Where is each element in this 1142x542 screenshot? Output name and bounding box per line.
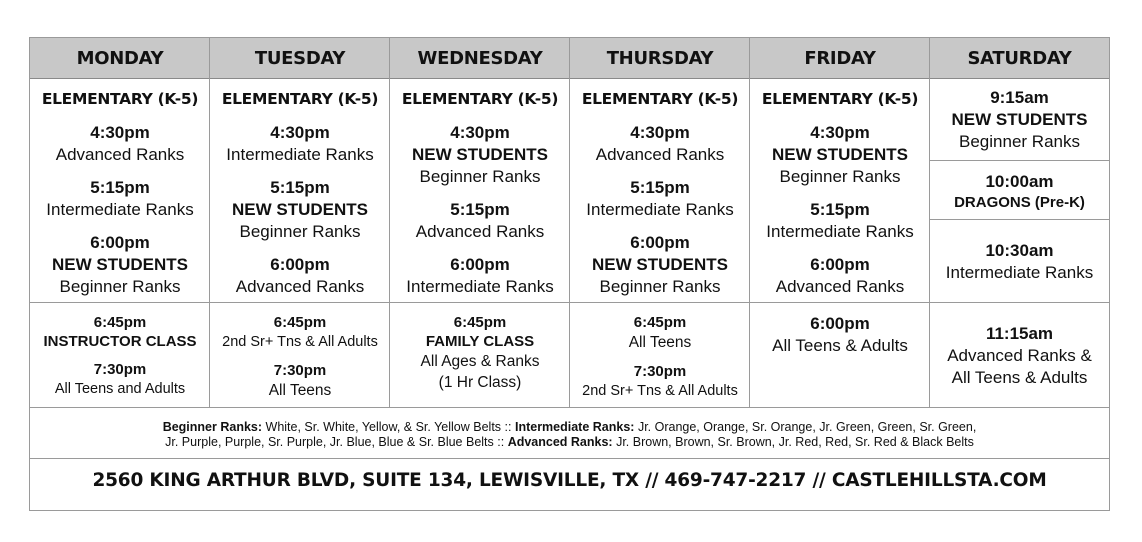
class-time: 6:00pm — [810, 314, 870, 333]
class-label: DRAGONS (Pre-K) — [954, 194, 1085, 211]
class-desc: 2nd Sr+ Tns & All Adults — [222, 334, 378, 350]
class-desc: All Teens — [268, 382, 332, 399]
class-time: 6:00pm — [90, 233, 150, 252]
class-desc: Advanced Ranks — [415, 222, 545, 241]
friday-evening-cell — [750, 303, 930, 407]
day-header-tuesday: TUESDAY — [254, 48, 346, 69]
class-desc: Beginner Ranks — [239, 222, 361, 241]
class-time: 4:30pm — [90, 123, 150, 142]
class-time: 10:30am — [985, 241, 1054, 260]
program-title: ELEMENTARY (K-5) — [221, 90, 379, 108]
saturday-cell-1030 — [930, 220, 1109, 302]
class-time: 4:30pm — [450, 123, 510, 142]
class-time: 6:45pm — [93, 314, 147, 331]
friday-main-cell — [750, 79, 930, 302]
day-header-wednesday: WEDNESDAY — [417, 48, 543, 69]
class-time: 6:45pm — [273, 314, 327, 331]
class-desc: Advanced Ranks — [775, 277, 905, 296]
class-note: (1 Hr Class) — [438, 374, 522, 391]
tuesday-evening-cell — [210, 303, 390, 407]
schedule-table — [29, 37, 1110, 511]
legend-advanced-label: Advanced Ranks: — [507, 435, 613, 449]
class-desc: Intermediate Ranks — [46, 200, 194, 219]
class-time: 6:00pm — [450, 255, 510, 274]
thursday-evening-cell — [570, 303, 750, 407]
class-desc: Intermediate Ranks — [945, 263, 1094, 282]
class-time: 6:00pm — [810, 255, 870, 274]
legend-intermediate-text: Jr. Orange, Orange, Sr. Orange, Jr. Green, Green, Sr. Green, — [637, 420, 977, 434]
class-desc: Advanced Ranks — [235, 277, 365, 296]
class-time: 5:15pm — [450, 200, 510, 219]
class-desc: Beginner Ranks — [779, 167, 901, 186]
class-time: 9:15am — [990, 88, 1049, 107]
class-label: NEW STUDENTS — [232, 200, 368, 219]
class-desc: Intermediate Ranks — [766, 222, 914, 241]
day-header-thursday: THURSDAY — [606, 48, 714, 69]
class-time: 6:00pm — [270, 255, 330, 274]
program-title: ELEMENTARY (K-5) — [401, 90, 559, 108]
class-label: NEW STUDENTS — [592, 255, 728, 274]
legend-beginner-label: Beginner Ranks: — [162, 420, 263, 434]
class-desc: Advanced Ranks & — [947, 346, 1092, 365]
class-time: 11:15am — [985, 324, 1054, 343]
legend-intermediate-label: Intermediate Ranks: — [514, 420, 635, 434]
saturday-cell-1000 — [930, 161, 1109, 219]
class-desc: All Teens & Adults — [951, 368, 1088, 387]
legend-line-2 — [30, 435, 1109, 450]
legend-advanced-text: Jr. Brown, Brown, Sr. Brown, Jr. Red, Red, Sr. Red & Black Belts — [616, 435, 974, 449]
class-time: 10:00am — [985, 172, 1054, 191]
class-desc: Advanced Ranks — [595, 145, 725, 164]
class-desc: Beginner Ranks — [959, 132, 1080, 151]
class-desc: All Ages & Ranks — [420, 353, 540, 370]
class-desc: Intermediate Ranks — [406, 277, 554, 296]
class-time: 7:30pm — [273, 362, 327, 379]
wednesday-main-cell — [390, 79, 570, 302]
saturday-cell-915 — [930, 79, 1109, 160]
day-header-saturday: SATURDAY — [967, 48, 1072, 69]
class-desc: Beginner Ranks — [419, 167, 541, 186]
saturday-cell-1115 — [930, 303, 1109, 407]
class-label: NEW STUDENTS — [951, 110, 1088, 129]
class-desc: All Teens — [628, 334, 692, 351]
day-header-friday: FRIDAY — [804, 48, 876, 69]
program-title: ELEMENTARY (K-5) — [41, 90, 199, 108]
class-time: 6:00pm — [630, 233, 690, 252]
legend-line-1 — [30, 420, 1109, 435]
tuesday-main-cell — [210, 79, 390, 302]
class-time: 6:45pm — [453, 314, 507, 331]
class-desc: All Teens and Adults — [54, 381, 186, 397]
class-time: 4:30pm — [630, 123, 690, 142]
thursday-main-cell — [570, 79, 750, 302]
class-label: INSTRUCTOR CLASS — [43, 333, 197, 350]
class-time: 7:30pm — [93, 361, 147, 378]
class-desc: Beginner Ranks — [59, 277, 181, 296]
class-time: 4:30pm — [270, 123, 330, 142]
class-time: 6:45pm — [633, 314, 687, 331]
monday-main-cell — [30, 79, 210, 302]
day-header-monday: MONDAY — [76, 48, 164, 69]
class-desc: Intermediate Ranks — [586, 200, 734, 219]
class-time: 7:30pm — [633, 363, 687, 380]
legend-beginner-text: White, Sr. White, Yellow, & Sr. Yellow Belts :: — [265, 420, 512, 434]
class-time: 5:15pm — [270, 178, 330, 197]
footer-address: 2560 KING ARTHUR BLVD, SUITE 134, LEWISVILLE, TX // 469-747-2217 // CASTLEHILLSTA.COM — [92, 470, 1047, 491]
rank-legend — [30, 408, 1109, 458]
class-time: 5:15pm — [810, 200, 870, 219]
class-desc: Beginner Ranks — [599, 277, 721, 296]
class-desc: 2nd Sr+ Tns & All Adults — [582, 383, 738, 399]
class-desc: Advanced Ranks — [55, 145, 185, 164]
legend-intermediate-text-2: Jr. Purple, Purple, Sr. Purple, Jr. Blue, Blue & Sr. Blue Belts :: — [165, 435, 505, 449]
class-label: NEW STUDENTS — [412, 145, 548, 164]
class-desc: All Teens & Adults — [772, 336, 908, 355]
class-label: NEW STUDENTS — [772, 145, 908, 164]
class-time: 4:30pm — [810, 123, 870, 142]
wednesday-evening-cell — [390, 303, 570, 407]
program-title: ELEMENTARY (K-5) — [581, 90, 739, 108]
class-desc: Intermediate Ranks — [226, 145, 374, 164]
program-title: ELEMENTARY (K-5) — [761, 90, 919, 108]
class-label: NEW STUDENTS — [52, 255, 188, 274]
class-label: FAMILY CLASS — [425, 333, 535, 350]
class-time: 5:15pm — [630, 178, 690, 197]
monday-evening-cell — [30, 303, 210, 407]
class-time: 5:15pm — [90, 178, 150, 197]
